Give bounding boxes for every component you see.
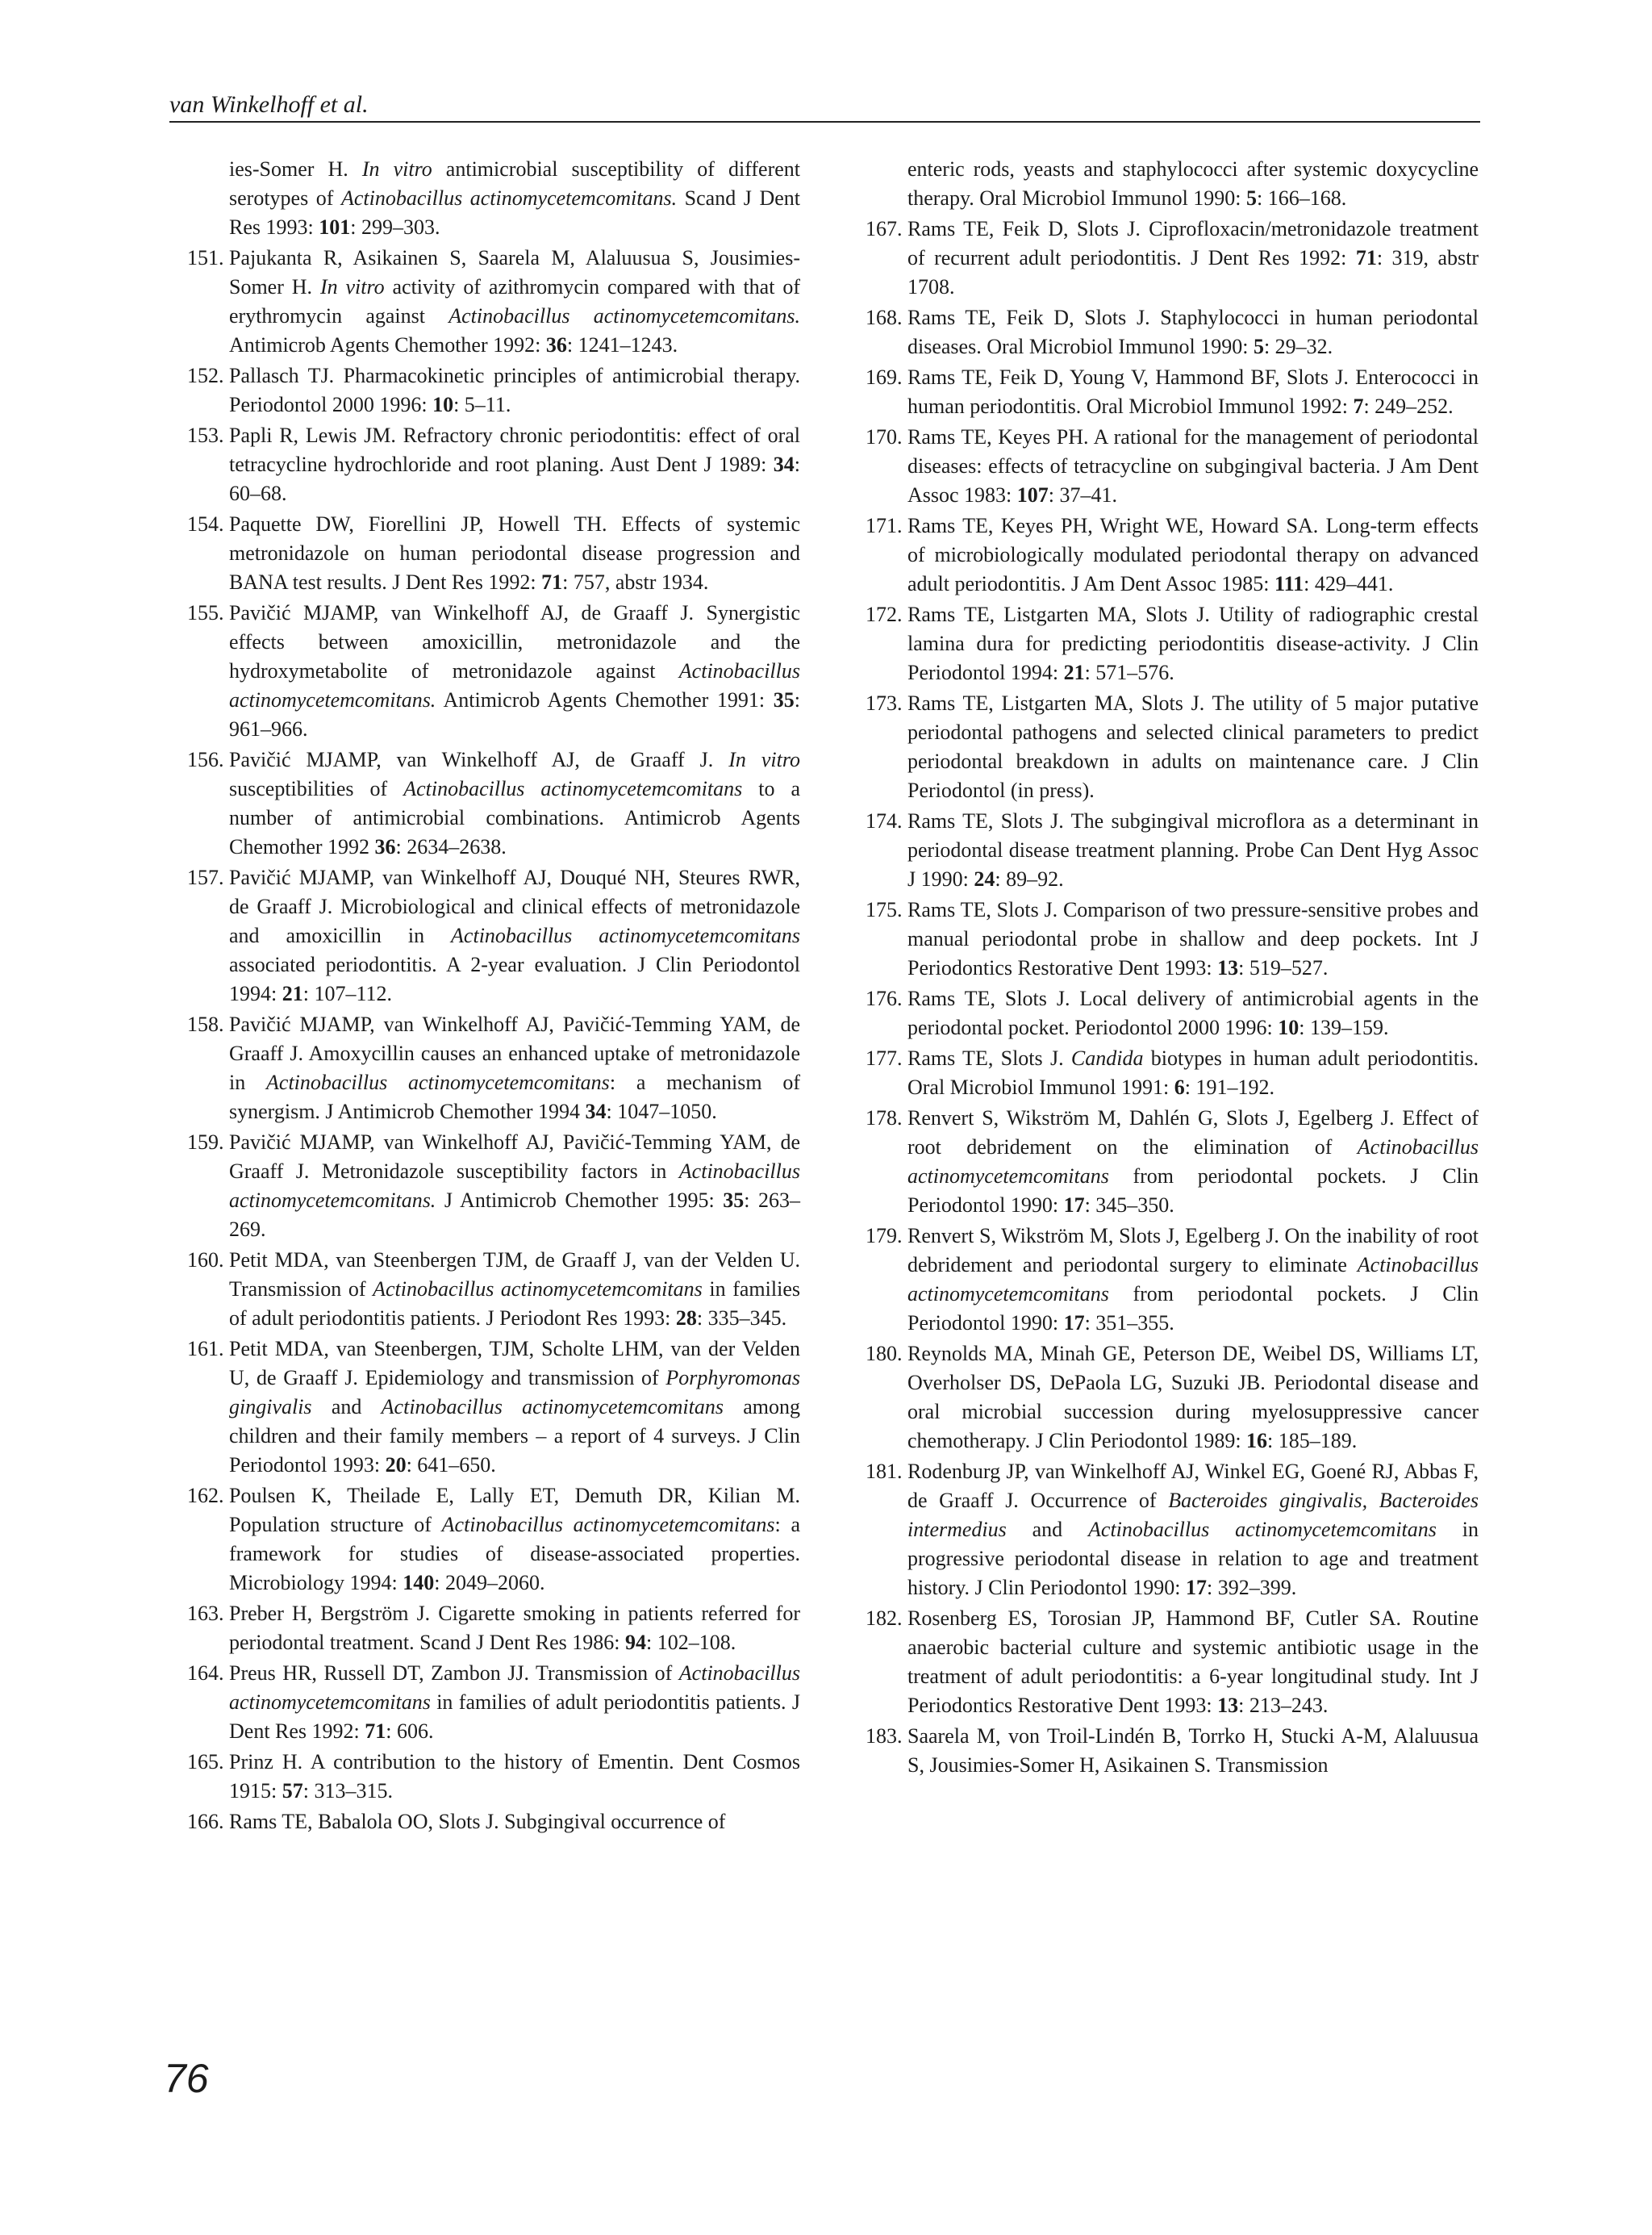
reference-text: Rams TE, Listgarten MA, Slots J. The utility of 5 major putative periodontal pathogens and selected clinical parameters to predict periodontal breakdown in adults on maintenance care. J Clin Periodontol (in press). <box>907 691 1479 802</box>
reference-number: 174. <box>866 809 903 833</box>
reference-text: : 519–527. <box>1238 956 1329 980</box>
reference-entry <box>187 155 800 242</box>
header-rule <box>169 121 1480 123</box>
reference-text: to a number of antimicrobial combinations. Antimicrob Agents Chemother 1992 <box>229 777 801 858</box>
reference-text: : 319, abstr 1708. <box>907 246 1479 299</box>
reference-text: Scand J Dent Res 1993: <box>229 186 800 239</box>
reference-text: : 89–92. <box>995 867 1064 891</box>
reference-text: Rams TE, Slots J. Comparison of two pressure-sensitive probes and manual periodontal probe in shallow and deep pockets. Int J Periodontics Restorative Dent 1993: <box>907 898 1479 980</box>
reference-number: 154. <box>187 512 224 536</box>
reference-number: 155. <box>187 601 224 625</box>
reference-volume: 5 <box>1253 335 1264 358</box>
reference-volume: 13 <box>1217 1694 1239 1717</box>
reference-italic-text: Candida <box>1070 1046 1144 1070</box>
reference-text: Rams TE, Listgarten MA, Slots J. Utility of radiographic crestal lamina dura for predicting periodontitis disease-activity. J Clin Periodontol 1994: <box>907 603 1479 684</box>
reference-entry <box>866 689 1479 805</box>
reference-text: antimicrobial susceptibility of different serotypes of <box>229 157 800 210</box>
reference-text: enteric rods, yeasts and staphylococci after systemic doxycycline therapy. Oral Microbiol Immunol 1990: <box>907 157 1479 210</box>
reference-text: : 263–269. <box>229 1189 800 1241</box>
reference-text: : 429–441. <box>1304 572 1394 595</box>
reference-italic-text: In vitro <box>728 748 800 771</box>
reference-text: Rodenburg JP, van Winkelhoff AJ, Winkel EG, Goené RJ, Abbas F, de Graaff J. Occurrence of <box>907 1460 1479 1512</box>
reference-volume: 36 <box>545 333 567 357</box>
reference-text: : 571–576. <box>1084 661 1174 684</box>
reference-italic-text: Actinobacillus actinomycetemcomitans. <box>341 186 678 210</box>
reference-entry <box>866 807 1479 894</box>
reference-italic-text: Actinobacillus actinomycetemcomitans <box>229 1661 800 1714</box>
reference-italic-text: Actinobacillus actinomycetemcomitans <box>451 924 800 947</box>
reference-text: Paquette DW, Fiorellini JP, Howell TH. Effects of systemic metronidazole on human periodontal disease progression and BANA test results. J Dent Res 1992: <box>229 512 800 594</box>
reference-entry <box>187 1128 800 1244</box>
reference-text: and <box>311 1395 382 1418</box>
reference-text: J Antimicrob Chemother 1995: <box>436 1189 724 1212</box>
reference-number: 182. <box>866 1606 903 1630</box>
reference-number: 162. <box>187 1484 224 1507</box>
reference-text: Rams TE, Feik D, Slots J. Ciprofloxacin/metronidazole treatment of recurrent adult periodontitis. J Dent Res 1992: <box>907 217 1479 269</box>
reference-volume: 6 <box>1174 1076 1185 1099</box>
reference-text: : 345–350. <box>1084 1193 1174 1217</box>
reference-volume: 34 <box>773 453 795 476</box>
reference-text: : 351–355. <box>1084 1311 1174 1335</box>
reference-text: Renvert S, Wikström M, Dahlén G, Slots J, Egelberg J. Effect of root debridement on the elimination of <box>907 1106 1479 1159</box>
reference-entry <box>187 1659 800 1746</box>
reference-text: ies-Somer H. <box>229 157 362 181</box>
reference-volume: 16 <box>1246 1429 1268 1452</box>
reference-text: Pavičić MJAMP, van Winkelhoff AJ, de Graaff J. Synergistic effects between amoxicillin, metronidazole and the hydroxymetabolite of metronidazole against <box>229 601 800 683</box>
reference-entry <box>866 423 1479 510</box>
reference-number: 166. <box>187 1810 224 1833</box>
reference-entry <box>187 599 800 744</box>
reference-text: Pajukanta R, Asikainen S, Saarela M, Alaluusua S, Jousimies-Somer H. <box>229 246 800 299</box>
reference-entry <box>187 1748 800 1806</box>
reference-italic-text: Actinobacillus actinomycetemcomitans. <box>229 659 800 712</box>
reference-entry <box>866 600 1479 687</box>
reference-text: Antimicrob Agents Chemother 1992: <box>229 333 546 357</box>
reference-text: Pavičić MJAMP, van Winkelhoff AJ, Douqué NH, Steures RWR, de Graaff J. Microbiological and clinical effects of metronidazole and amoxicillin in <box>229 866 800 947</box>
reference-number: 168. <box>866 306 903 329</box>
reference-text: : 392–399. <box>1207 1576 1297 1599</box>
reference-text: Rams TE, Babalola OO, Slots J. Subgingival occurrence of <box>229 1810 726 1833</box>
reference-volume: 17 <box>1186 1576 1207 1599</box>
reference-number: 152. <box>187 364 224 387</box>
reference-text: in families of adult periodontitis patients. J Dent Res 1992: <box>229 1690 800 1743</box>
reference-number: 157. <box>187 866 224 889</box>
reference-text: : 313–315. <box>302 1779 393 1803</box>
reference-entry <box>187 1010 800 1126</box>
running-header: van Winkelhoff et al. <box>169 91 369 118</box>
reference-volume: 140 <box>403 1571 435 1594</box>
reference-text: : 166–168. <box>1257 186 1347 210</box>
reference-text: Rams TE, Keyes PH. A rational for the management of periodontal diseases: effects of tetracycline on subgingival bacteria. J Am Dent Assoc 1983: <box>907 425 1479 507</box>
reference-entry <box>187 1599 800 1657</box>
reference-text: Pavičić MJAMP, van Winkelhoff AJ, Pavičić-Temming YAM, de Graaff J. Amoxycillin causes an enhanced uptake of metronidazole in <box>229 1013 800 1094</box>
reference-text: : 29–32. <box>1263 335 1333 358</box>
reference-text: Pavičić MJAMP, van Winkelhoff AJ, Pavičić-Temming YAM, de Graaff J. Metronidazole susceptibility factors in <box>229 1130 800 1183</box>
reference-volume: 10 <box>1278 1016 1299 1039</box>
reference-number: 171. <box>866 514 903 537</box>
reference-number: 183. <box>866 1724 903 1748</box>
reference-entry <box>866 1222 1479 1338</box>
reference-entry <box>866 363 1479 421</box>
reference-text: : 335–345. <box>696 1306 787 1330</box>
reference-volume: 94 <box>625 1631 647 1654</box>
reference-text: Rams TE, Feik D, Slots J. Staphylococci in human periodontal diseases. Oral Microbiol Immunol 1990: <box>907 306 1479 358</box>
reference-number: 178. <box>866 1106 903 1130</box>
reference-text: Preus HR, Russell DT, Zambon JJ. Transmission of <box>229 1661 679 1685</box>
reference-volume: 36 <box>374 835 396 858</box>
reference-text: : 60–68. <box>229 453 800 505</box>
reference-text: Rams TE, Slots J. <box>907 1046 1071 1070</box>
reference-text: Petit MDA, van Steenbergen TJM, de Graaff J, van der Velden U. Transmission of <box>229 1248 800 1301</box>
reference-volume: 10 <box>432 393 454 416</box>
reference-volume: 35 <box>723 1189 745 1212</box>
reference-entry <box>187 1807 800 1836</box>
page-number: 76 <box>164 2056 209 2101</box>
reference-entry <box>866 1604 1479 1720</box>
reference-number: 181. <box>866 1460 903 1483</box>
reference-entry <box>866 896 1479 983</box>
reference-text: in families of adult periodontitis patients. J Periodont Res 1993: <box>229 1277 800 1330</box>
reference-italic-text: Actinobacillus actinomycetemcomitans <box>907 1253 1479 1305</box>
reference-text: biotypes in human adult periodontitis. Oral Microbiol Immunol 1991: <box>907 1046 1479 1099</box>
reference-text: : 2049–2060. <box>434 1571 545 1594</box>
reference-italic-text: Actinobacillus actinomycetemcomitans <box>1088 1518 1437 1541</box>
reference-text: in progressive periodontal disease in relation to age and treatment history. J Clin Periodontol 1990: <box>907 1518 1479 1599</box>
reference-text: : 1047–1050. <box>606 1100 717 1123</box>
reference-entry <box>866 512 1479 599</box>
reference-text: Rams TE, Keyes PH, Wright WE, Howard SA. Long-term effects of microbiologically modulated periodontal therapy on advanced adult periodontitis. J Am Dent Assoc 1985: <box>907 514 1479 595</box>
reference-entry <box>187 361 800 420</box>
reference-volume: 34 <box>585 1100 607 1123</box>
reference-text: Saarela M, von Troil-Lindén B, Torrko H, Stucki A-M, Alaluusua S, Jousimies-Somer H, Asikainen S. Transmission <box>907 1724 1479 1777</box>
reference-text: : 107–112. <box>302 982 392 1005</box>
reference-text: Rams TE, Slots J. Local delivery of antimicrobial agents in the periodontal pocket. Periodontol 2000 1996: <box>907 987 1479 1039</box>
reference-text: Pallasch TJ. Pharmacokinetic principles of antimicrobial therapy. Periodontol 2000 1996: <box>229 364 800 416</box>
reference-volume: 17 <box>1063 1193 1085 1217</box>
reference-text: from periodontal pockets. J Clin Periodontol 1990: <box>907 1282 1479 1335</box>
reference-volume: 13 <box>1217 956 1239 980</box>
reference-number: 151. <box>187 246 224 269</box>
reference-volume: 71 <box>541 570 563 594</box>
reference-number: 164. <box>187 1661 224 1685</box>
reference-volume: 57 <box>282 1779 303 1803</box>
reference-text: : 299–303. <box>350 215 440 239</box>
reference-italic-text: Actinobacillus actinomycetemcomitans <box>403 777 743 800</box>
reference-text: : 249–252. <box>1363 395 1454 418</box>
reference-italic-text: Actinobacillus actinomycetemcomitans. <box>229 1159 800 1212</box>
reference-italic-text: In vitro <box>319 275 385 299</box>
reference-number: 163. <box>187 1602 224 1625</box>
reference-entry <box>187 510 800 597</box>
reference-entry <box>187 863 800 1009</box>
reference-number: 170. <box>866 425 903 449</box>
reference-entry <box>187 1246 800 1333</box>
reference-entry <box>866 1722 1479 1780</box>
reference-italic-text: Actinobacillus actinomycetemcomitans. <box>448 304 800 328</box>
right-column <box>866 155 1479 1782</box>
reference-volume: 111 <box>1274 572 1304 595</box>
reference-text: : 185–189. <box>1267 1429 1358 1452</box>
reference-volume: 71 <box>1355 246 1377 269</box>
reference-entry <box>866 303 1479 361</box>
reference-number: 180. <box>866 1342 903 1365</box>
reference-volume: 71 <box>365 1719 386 1743</box>
reference-italic-text: Bacteroides gingivalis, Bacteroides intermedius <box>907 1489 1479 1541</box>
reference-number: 158. <box>187 1013 224 1036</box>
reference-number: 179. <box>866 1224 903 1247</box>
reference-entry <box>187 1481 800 1598</box>
reference-text: activity of azithromycin compared with that of erythromycin against <box>229 275 800 328</box>
reference-text: : 2634–2638. <box>395 835 507 858</box>
reference-text: : a framework for studies of disease-associated properties. Microbiology 1994: <box>229 1513 801 1594</box>
reference-number: 177. <box>866 1046 903 1070</box>
reference-text: : 102–108. <box>646 1631 736 1654</box>
reference-volume: 21 <box>282 982 303 1005</box>
reference-volume: 28 <box>675 1306 697 1330</box>
reference-volume: 7 <box>1353 395 1364 418</box>
reference-volume: 21 <box>1063 661 1085 684</box>
reference-italic-text: Actinobacillus actinomycetemcomitans <box>381 1395 724 1418</box>
reference-volume: 35 <box>773 688 795 712</box>
reference-text: : 37–41. <box>1048 483 1118 507</box>
reference-text: Papli R, Lewis JM. Refractory chronic periodontitis: effect of oral tetracycline hydrochloride and root planing. Aust Dent J 1989: <box>229 424 800 476</box>
reference-number: 160. <box>187 1248 224 1272</box>
reference-text: : 1241–1243. <box>566 333 678 357</box>
reference-text: : 641–650. <box>406 1453 496 1477</box>
reference-volume: 24 <box>974 867 995 891</box>
reference-number: 153. <box>187 424 224 447</box>
reference-entry <box>866 1104 1479 1220</box>
reference-italic-text: In vitro <box>361 157 432 181</box>
reference-text: associated periodontitis. A 2-year evaluation. J Clin Periodontol 1994: <box>229 953 800 1005</box>
reference-text: : 606. <box>386 1719 434 1743</box>
reference-text: Rosenberg ES, Torosian JP, Hammond BF, Cutler SA. Routine anaerobic bacterial culture and systemic antibiotic usage in the treatment of adult periodontitis: a 6-year longitudinal study. Int J Periodontics Restorative Dent 1993: <box>907 1606 1479 1717</box>
reference-volume: 5 <box>1246 186 1258 210</box>
reference-volume: 101 <box>319 215 351 239</box>
reference-italic-text: Actinobacillus actinomycetemcomitans <box>373 1277 703 1301</box>
reference-text: : 213–243. <box>1238 1694 1329 1717</box>
reference-text: Prinz H. A contribution to the history of Ementin. Dent Cosmos 1915: <box>229 1750 800 1803</box>
reference-text: : a mechanism of synergism. J Antimicrob Chemother 1994 <box>229 1071 800 1123</box>
reference-entry <box>866 1044 1479 1102</box>
reference-entry <box>187 421 800 508</box>
reference-volume: 20 <box>385 1453 407 1477</box>
reference-volume: 17 <box>1063 1311 1085 1335</box>
reference-number: 175. <box>866 898 903 921</box>
reference-entry <box>187 244 800 360</box>
reference-text: : 191–192. <box>1184 1076 1274 1099</box>
reference-text: : 961–966. <box>229 688 800 741</box>
reference-text: : 139–159. <box>1299 1016 1389 1039</box>
reference-number: 156. <box>187 748 224 771</box>
reference-entry <box>866 1339 1479 1456</box>
reference-entry <box>187 746 800 862</box>
reference-text: Poulsen K, Theilade E, Lally ET, Demuth DR, Kilian M. Population structure of <box>229 1484 800 1536</box>
reference-text: and <box>1006 1518 1089 1541</box>
reference-text: Preber H, Bergström J. Cigarette smoking in patients referred for periodontal treatment. Scand J Dent Res 1986: <box>229 1602 800 1654</box>
reference-italic-text: Actinobacillus actinomycetemcomitans <box>441 1513 775 1536</box>
reference-text: Petit MDA, van Steenbergen, TJM, Scholte LHM, van der Velden U, de Graaff J. Epidemiology and transmission of <box>229 1337 800 1389</box>
reference-entry <box>866 155 1479 213</box>
reference-text: Renvert S, Wikström M, Slots J, Egelberg J. On the inability of root debridement and periodontal surgery to eliminate <box>907 1224 1479 1276</box>
reference-entry <box>187 1335 800 1480</box>
reference-text: Antimicrob Agents Chemother 1991: <box>436 688 774 712</box>
reference-text: Reynolds MA, Minah GE, Peterson DE, Weibel DS, Williams LT, Overholser DS, DePaola LG, Suzuki JB. Periodontal disease and oral microbial succession during myelosuppressive cancer chemotherapy. J Clin Periodontol 1989: <box>907 1342 1479 1452</box>
reference-volume: 107 <box>1016 483 1049 507</box>
reference-italic-text: Actinobacillus actinomycetemcomitans <box>907 1135 1479 1188</box>
reference-italic-text: Actinobacillus actinomycetemcomitans <box>266 1071 610 1094</box>
reference-text: : 5–11. <box>453 393 511 416</box>
reference-number: 165. <box>187 1750 224 1773</box>
reference-number: 172. <box>866 603 903 626</box>
reference-entry <box>866 1457 1479 1602</box>
reference-text: Rams TE, Slots J. The subgingival microflora as a determinant in periodontal disease treatment planning. Probe Can Dent Hyg Assoc J 1990: <box>907 809 1479 891</box>
reference-entry <box>866 215 1479 302</box>
reference-text: Rams TE, Feik D, Young V, Hammond BF, Slots J. Enterococci in human periodontitis. Oral Microbiol Immunol 1992: <box>907 366 1479 418</box>
left-column <box>187 155 800 1838</box>
reference-text: : 757, abstr 1934. <box>562 570 709 594</box>
reference-text: from periodontal pockets. J Clin Periodontol 1990: <box>907 1164 1479 1217</box>
reference-text: susceptibilities of <box>229 777 404 800</box>
reference-text: among children and their family members – a report of 4 surveys. J Clin Periodontol 1993: <box>229 1395 800 1477</box>
reference-italic-text: Porphyromonas gingivalis <box>229 1366 800 1418</box>
reference-number: 161. <box>187 1337 224 1360</box>
reference-number: 176. <box>866 987 903 1010</box>
reference-text: Pavičić MJAMP, van Winkelhoff AJ, de Graaff J. <box>229 748 729 771</box>
reference-number: 167. <box>866 217 903 240</box>
reference-number: 173. <box>866 691 903 715</box>
reference-number: 159. <box>187 1130 224 1154</box>
reference-entry <box>866 984 1479 1042</box>
reference-number: 169. <box>866 366 903 389</box>
